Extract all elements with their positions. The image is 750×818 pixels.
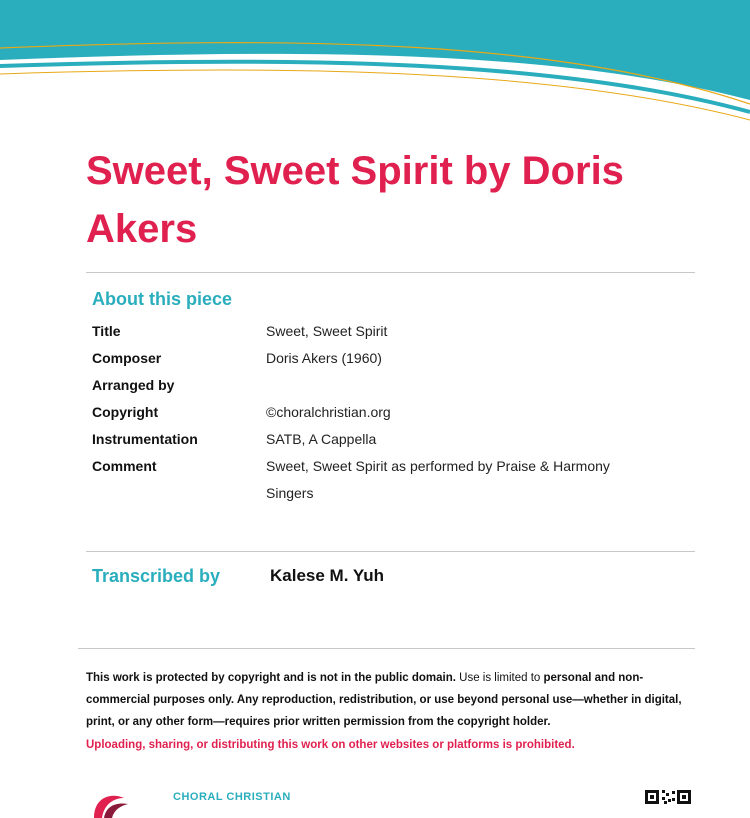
info-label: Comment [92, 458, 157, 474]
info-label: Composer [92, 350, 162, 366]
info-value: Sweet, Sweet Spirit [266, 323, 388, 339]
info-label: Copyright [92, 404, 159, 420]
info-label: Arranged by [92, 377, 175, 393]
info-label: Instrumentation [92, 431, 198, 447]
notice-bold-text: personal and non-commercial purposes only. Any reproduction, redistribution, or use beyond personal use—whether in digital, print, or any other form—requires prior written permission from the copyright holder. [86, 672, 682, 728]
transcribed-heading: Transcribed by [92, 566, 221, 586]
info-label: Title [92, 323, 121, 339]
copyright-notice [86, 667, 706, 756]
divider [86, 272, 695, 273]
about-heading: About this piece [92, 289, 233, 309]
page-title: Sweet, Sweet Spirit by Doris Akers [86, 149, 624, 251]
notice-text: Use is limited to [455, 672, 544, 684]
choral-christian-logo-icon [90, 788, 130, 818]
transcriber-name: Kalese M. Yuh [270, 566, 385, 585]
qr-code-icon [645, 790, 691, 804]
notice-warning: Uploading, sharing, or distributing this work on other websites or platforms is prohibited. [86, 739, 575, 751]
logo-text: CHORAL CHRISTIAN [173, 791, 291, 803]
divider [78, 648, 695, 649]
info-value: Doris Akers (1960) [266, 350, 382, 366]
info-value: SATB, A Cappella [266, 431, 377, 447]
info-value: ©choralchristian.org [266, 404, 391, 420]
divider [86, 551, 695, 552]
info-value: Sweet, Sweet Spirit as performed by Praise & Harmony Singers [266, 458, 610, 501]
header-wave-decoration [0, 0, 750, 130]
notice-bold-text: This work is protected by copyright and is not in the public domain. [86, 672, 456, 684]
